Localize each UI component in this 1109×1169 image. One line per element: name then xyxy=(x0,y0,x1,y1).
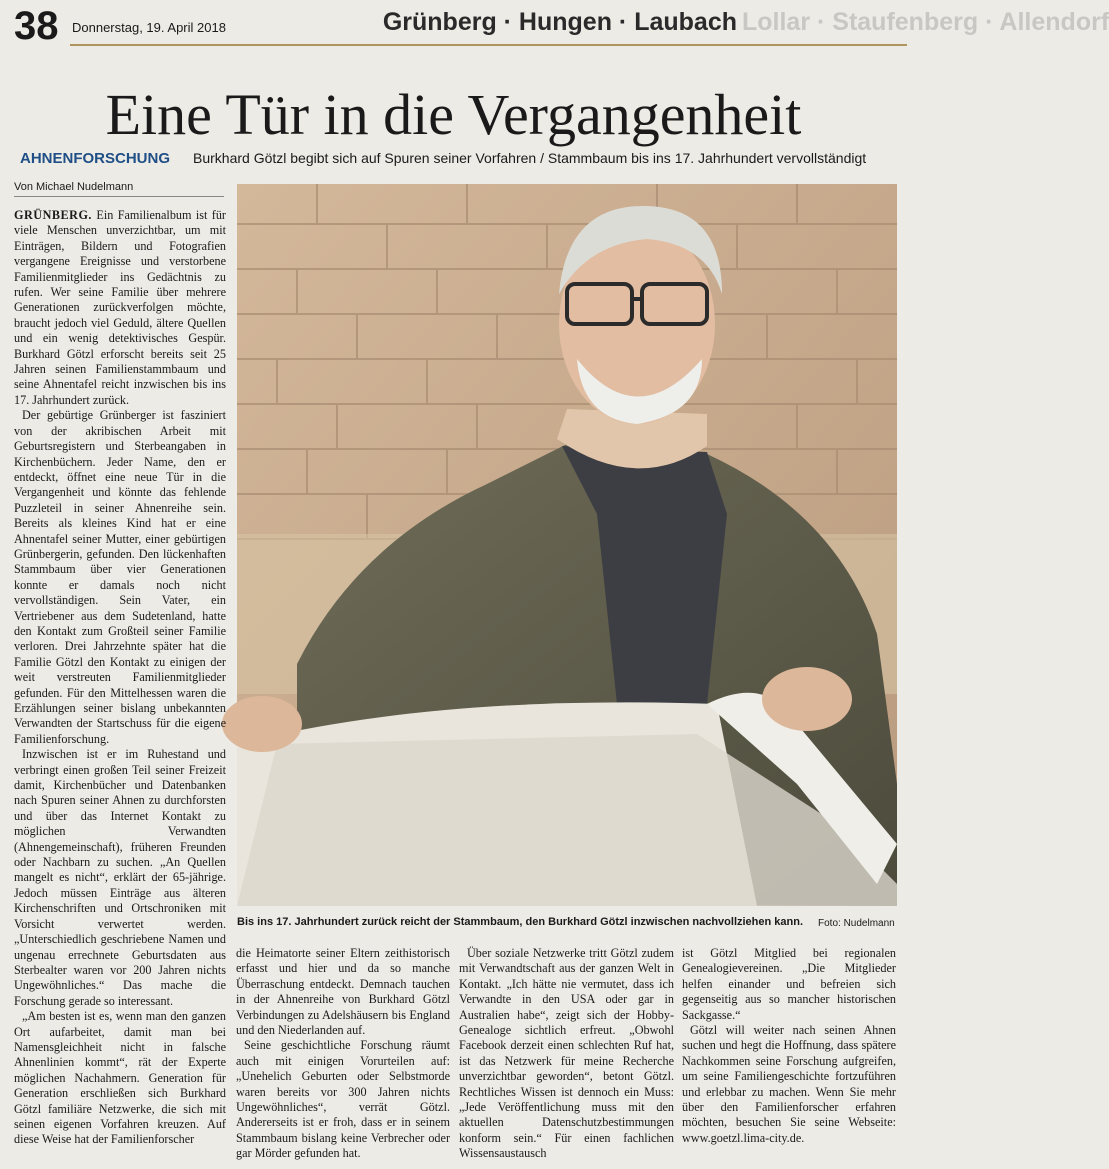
show-through-text: Lollar · Staufenberg · Allendorf xyxy=(742,8,1109,36)
section-title: Grünberg · Hungen · Laubach xyxy=(382,8,737,36)
paragraph: die Heimatorte seiner Eltern zeithistorisch erfasst und hier und da so manche Überraschung entdeckt. Demnach tauchen in der Ahnenreihe von Burkhard Götzl Verbindungen zu Adelshäusern bis England und den Niederlanden auf. xyxy=(236,946,450,1038)
byline-rule xyxy=(14,196,224,197)
text-column-3 xyxy=(459,946,674,1162)
text-column-2 xyxy=(236,946,450,1162)
paragraph: ist Götzl Mitglied bei regionalen Genealogievereinen. „Die Mitglieder helfen einander und befreien sich gegenseitig aus so mancher historischen Sackgasse.“ xyxy=(682,946,896,1022)
photo-credit: Foto: Nudelmann xyxy=(818,918,895,929)
kicker: AHNENFORSCHUNG xyxy=(20,150,170,167)
text-column-1 xyxy=(14,208,226,1148)
dateline: GRÜNBERG. xyxy=(14,208,92,222)
portrait-illustration xyxy=(237,184,897,906)
issue-date: Donnerstag, 19. April 2018 xyxy=(72,20,226,35)
paragraph-text: Ein Familienalbum ist für viele Menschen unverzichtbar, um mit Einträgen, Bildern und Fotografien vergangene Ereignisse und verstorbene Familienmitglieder ins Gedächtnis zu rufen. Wer seine Familie über mehrere Generationen zurückverfolgen möchte, braucht jedoch viel Geduld, ältere Quellen und ein wenig detektivisches Gespür. Burkhard Götzl erforscht bereits seit 25 Jahren seinen Familienstammbaum und seine Ahnentafel reicht inzwischen bis ins 17. Jahrhundert zurück. xyxy=(14,208,226,407)
article-photo xyxy=(237,184,897,906)
paragraph: Götzl will weiter nach seinen Ahnen suchen und hegt die Hoffnung, dass spätere Nachkommen seine Forschung aufgreifen, um seine Familiengeschichte fortzuführen und erlebbar zu machen. Wenn Sie mehr über den Familienforscher erfahren möchten, besuchen Sie seine Webseite: www.goetzl.lima-city.de. xyxy=(682,1023,896,1145)
paragraph: Über soziale Netzwerke tritt Götzl zudem mit Verwandtschaft aus der ganzen Welt in Kontakt. „Ich hätte nie vermutet, dass ich Verwandte in den USA oder gar in Australien habe“, zeigt sich der Hobby-Genealoge sichtlich erfreut. „Obwohl Facebook derzeit einen schlechten Ruf hat, ist das Netzwerk für meine Recherche unverzichtbar geworden“, betont Götzl. Rechtliches Wissen ist dennoch ein Muss: „Jede Veröffentlichung muss mit den aktuellen Datenschutzbestimmungen konform sein.“ Für einen fachlichen Wissensaustausch xyxy=(459,946,674,1161)
paragraph: „Am besten ist es, wenn man den ganzen Ort aufarbeitet, damit man bei Namensgleichheit nicht in falsche Ahnenlinien kommt“, rät der Experte möglichen Nachahmern. Generation für Generation erschließen sich Burkhard Götzl familiäre Netzwerke, die sich mit seinen eigenen Vorfahren kreuzen. Auf diese Weise hat der Familienforscher xyxy=(14,1009,226,1147)
text-column-4 xyxy=(682,946,896,1146)
page-number: 38 xyxy=(14,4,59,48)
paragraph: Seine geschichtliche Forschung räumt auch mit einigen Vorurteilen auf: „Unehelich Geburten oder Selbstmorde waren bereits vor 300 Jahren nichts Ungewöhnliches“, verrät Götzl. Andererseits ist er froh, dass er in seinem Stammbaum bislang keine Verbrecher oder gar Mörder gefunden hat. xyxy=(236,1038,450,1161)
paragraph: Inzwischen ist er im Ruhestand und verbringt einen großen Teil seiner Freizeit damit, Kirchenbücher und Datenbanken nach Spuren seiner Ahnen zu durchforsten und über das Internet Kontakt zu möglichen Verwandten (Ahnengemeinschaft), früheren Freunden oder Nachbarn zu suchen. „An Quellen mangelt es nicht“, erklärt der 65-jährige. Jedoch müssen Einträge aus älteren Kirchenschriften und Ortschroniken mit Vorsicht verwertet werden. „Unterschiedlich geschriebene Namen und ungenau errechnete Geburtsdaten aus Sterbealter waren vor 200 Jahren nichts Ungewöhnliches.“ Das mache die Forschung gerade so interessant. xyxy=(14,747,226,1008)
paragraph: Der gebürtige Grünberger ist fasziniert von der akribischen Arbeit mit Geburtsregistern und Sterbeangaben in Kirchenbüchern. Jeder Name, den er entdeckt, öffnet eine neue Tür in die Vergangenheit und könnte das fehlende Puzzleteil in seiner Ahnenreihe sein. Bereits als kleines Kind hat er eine Ahnentafel seiner Mutter, einer gebürtigen Grünbergerin, gefunden. Den lückenhaften Stammbaum über vier Generationen konnte er damals noch nicht vervollständigen. Sein Vater, ein Vertriebener aus dem Sudetenland, hatte den Kontakt zum Großteil seiner Familie verloren. Drei Jahrzehnte später hat die Familie Götzl den Kontakt zu einigen der weit verstreuten Familienmitglieder gefunden. Für den Mittelhessen waren die Erzählungen seiner bislang unbekannten Verwandten der Startschuss für die eigene Familienforschung. xyxy=(14,408,226,746)
byline: Von Michael Nudelmann xyxy=(14,181,134,193)
header-rule xyxy=(70,44,907,46)
subheadline: Burkhard Götzl begibt sich auf Spuren seiner Vorfahren / Stammbaum bis ins 17. Jahrhundert vervollständigt xyxy=(193,150,867,166)
headline: Eine Tür in die Vergangenheit xyxy=(105,82,802,147)
photo-caption: Bis ins 17. Jahrhundert zurück reicht der Stammbaum, den Burkhard Götzl inzwischen nachvollziehen kann. xyxy=(237,916,804,928)
paragraph xyxy=(14,208,226,408)
